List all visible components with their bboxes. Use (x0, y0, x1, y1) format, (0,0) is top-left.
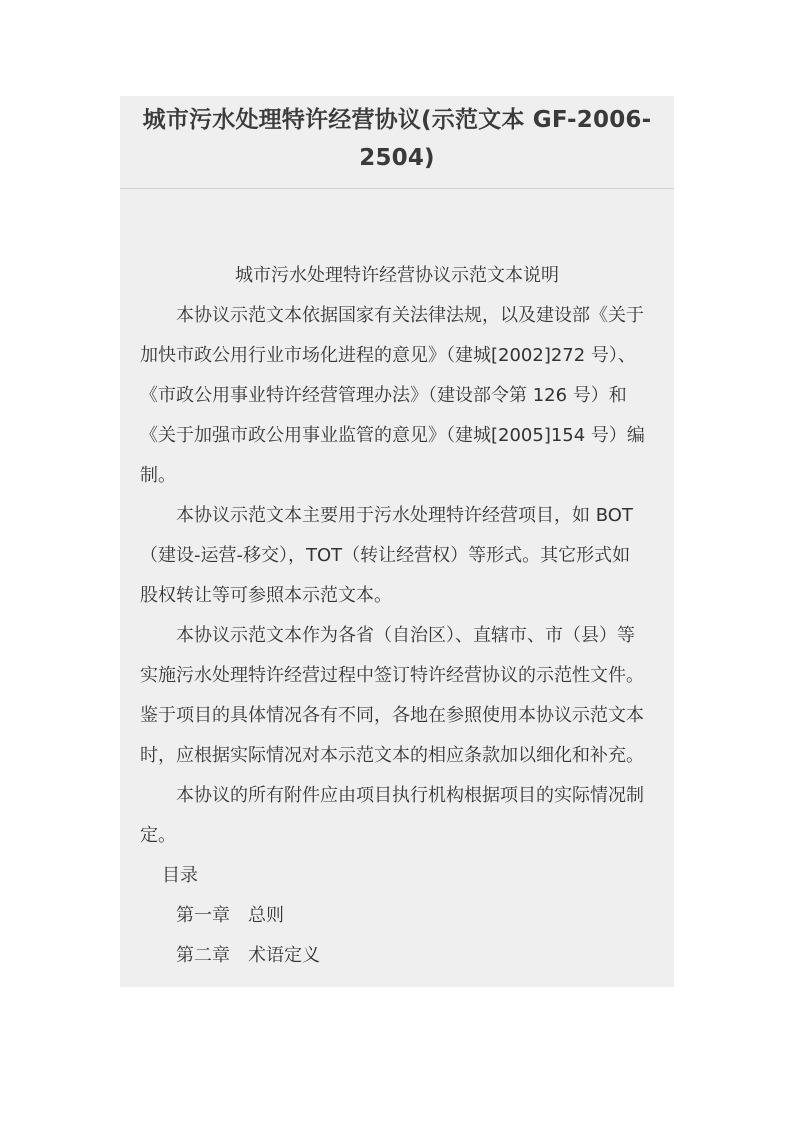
document-header (120, 96, 674, 189)
toc-item-chapter-1: 第一章 总则 (176, 905, 284, 926)
paragraph-attachments: 本协议的所有附件应由项目执行机构根据项目的实际情况制 定。 (140, 785, 644, 846)
document-card (120, 96, 674, 987)
paragraph-basis: 本协议示范文本依据国家有关法律法规，以及建设部《关于 加快市政公用行业市场化进程的意见》（建城[2002]272 号）、 《市政公用事业特许经营管理办法》（建设部令第 126 号）和 《关于加强市政公用事业监管的意见》（建城[2005]154 号）编 制。 (140, 305, 645, 486)
document-subtitle: 城市污水处理特许经营协议示范文本说明 (235, 265, 559, 286)
paragraph-scope: 本协议示范文本主要用于污水处理特许经营项目，如 BOT （建设-运营-移交），TOT（转让经营权）等形式。其它形式如 股权转让等可参照本示范文本。 (140, 505, 633, 606)
document-title-line-2: 2504) (359, 145, 435, 171)
document-title (130, 101, 664, 177)
document-title-line-1: 城市污水处理特许经营协议(示范文本 GF-2006- (142, 107, 652, 133)
toc-item-chapter-2: 第二章 术语定义 (176, 945, 320, 966)
toc-heading: 目录 (162, 865, 198, 886)
paragraph-application: 本协议示范文本作为各省（自治区）、直辖市、市（县）等 实施污水处理特许经营过程中签订特许经营协议的示范性文件。 鉴于项目的具体情况各有不同，各地在参照使用本协议示范文本 时，应根据实际情况对本示范文本的相应条款加以细化和补充。 (140, 625, 644, 766)
document-body (120, 256, 674, 976)
